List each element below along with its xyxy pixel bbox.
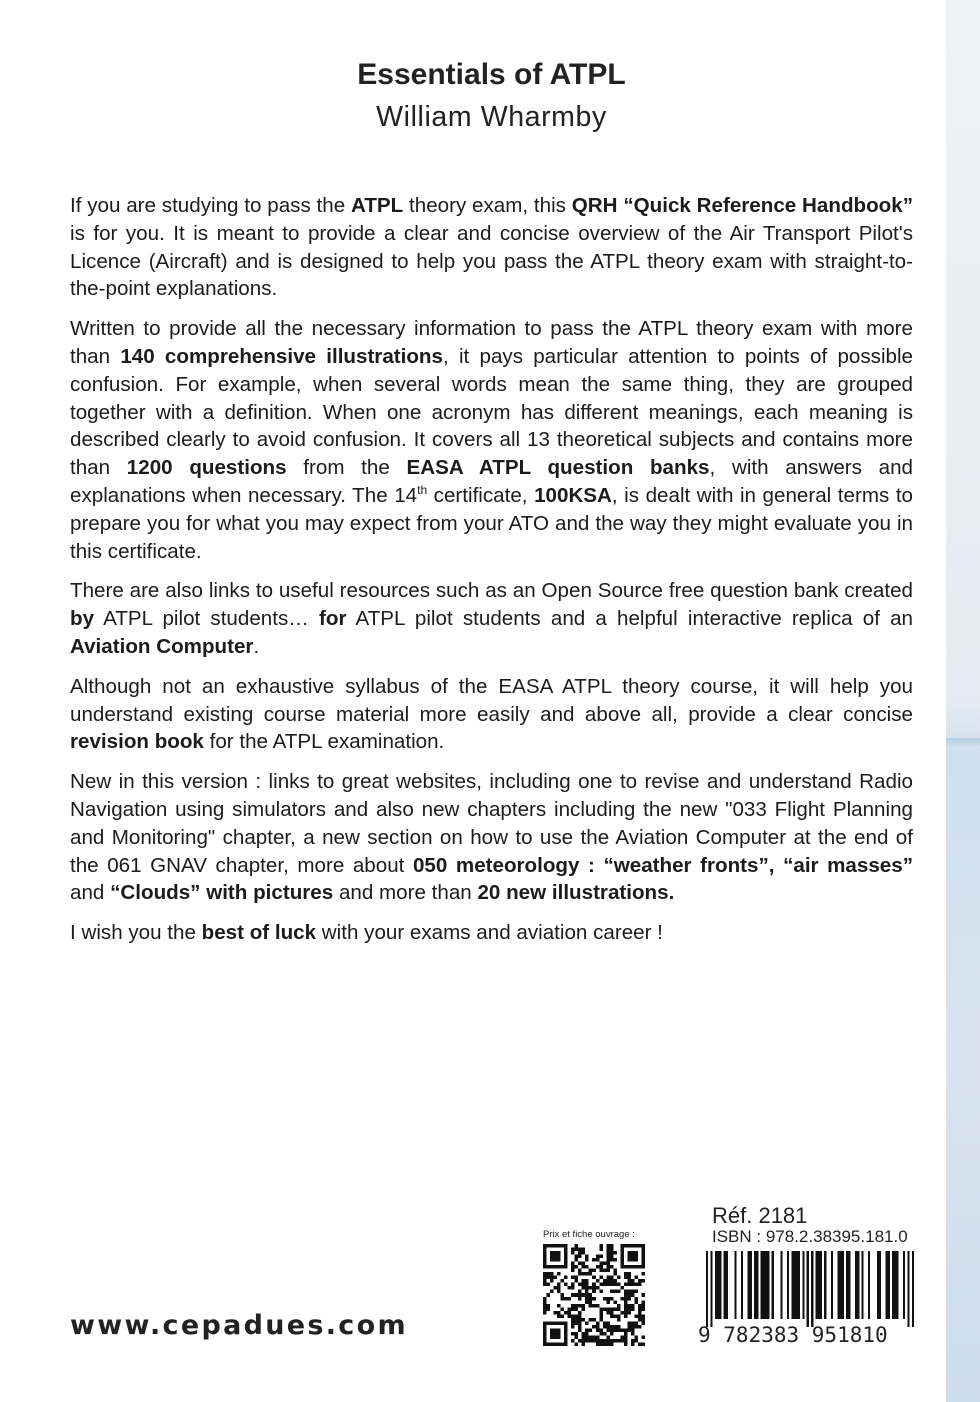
bold-text: revision book <box>70 730 204 754</box>
bold-text: “Clouds” with pictures <box>110 881 334 905</box>
text-run: , is dealt with in general terms to prepare you for what you may expect from your ATO and the way they might evaluate you in this certificate. <box>70 483 913 563</box>
text-run: If you are studying to pass the <box>70 194 351 217</box>
bold-text: for <box>319 607 347 631</box>
bold-text: 100KSA <box>534 483 612 507</box>
text-run: theory exam, this <box>403 194 572 217</box>
bold-text: 140 comprehensive illustrations <box>120 344 443 368</box>
bold-text: ATPL <box>350 194 404 217</box>
bold-text: 20 new illustrations. <box>477 881 675 905</box>
text-run: New in this version : links to great websites, including one to revise and understand Radio Navigation using simulators and also new chapters including the new "033 Flight Planning and Monitoring" chapter, a new section on how to use the Aviation Computer at the end of the 061 GNAV chapter, more about <box>70 770 913 877</box>
isbn-number: ISBN : 978.2.38395.181.0 <box>712 1227 908 1246</box>
text-run: Written to provide all the necessary information to pass the ATPL theory exam with more than <box>70 317 913 368</box>
cover-spine-strip <box>946 0 980 1402</box>
text-run: ATPL pilot students and a helpful interactive replica of an <box>346 607 913 631</box>
reference-number: Réf. 2181 <box>712 1203 808 1228</box>
text-run: and more than <box>333 881 478 905</box>
bold-text: by <box>70 607 95 631</box>
text-run: with your exams and aviation career ! <box>316 921 663 945</box>
blurb-paragraph <box>70 919 913 947</box>
blurb-paragraph <box>70 315 913 565</box>
bold-text: best of luck <box>201 921 317 945</box>
text-run: is for you. It is meant to provide a clear and concise overview of the Air Transport Pilot's Licence (Aircraft) and is designed to help you pass the ATPL theory exam with straight-to-the-point explanations. <box>70 221 913 301</box>
barcode-icon <box>706 1251 914 1327</box>
qr-code-icon <box>543 1244 645 1346</box>
cover-spine-band <box>946 738 980 748</box>
blurb-paragraph <box>70 577 913 660</box>
blurb-paragraph <box>70 673 913 756</box>
qr-caption: Prix et fiche ouvrage : <box>543 1229 635 1240</box>
text-run: . <box>253 634 260 658</box>
superscript-text: th <box>417 483 428 498</box>
barcode-digits: 9 782383 951810 <box>698 1323 888 1347</box>
text-run: There are also links to useful resources such as an Open Source free question bank created <box>70 579 913 603</box>
text-run: Although not an exhaustive syllabus of the EASA ATPL theory course, it will help you understand existing course material more easily and above all, provide a clear concise <box>70 674 913 726</box>
text-run: , with answers and explanations when necessary. The 14 <box>70 456 914 507</box>
bold-text: 050 meteorology : “weather fronts”, “air masses” <box>412 853 913 877</box>
text-run: ATPL pilot students… <box>94 607 320 631</box>
bold-text: QRH “Quick Reference Handbook” <box>571 194 914 217</box>
bold-text: 1200 questions <box>126 456 287 480</box>
blurb-text <box>70 192 913 959</box>
blurb-paragraph <box>70 768 913 907</box>
blurb-paragraph <box>70 192 913 303</box>
book-title: Essentials of ATPL <box>357 58 626 91</box>
publisher-website: www.cepadues.com <box>70 1310 408 1341</box>
text-run: , it pays particular attention to points of possible confusion. For example, when several words mean the same thing, they are grouped together with a definition. When one acronym has different meanings, each meaning is described clearly to avoid confusion. It covers all 13 theoretical subjects and contains more than <box>70 344 913 480</box>
text-run: certificate, <box>427 483 535 507</box>
book-author: William Wharmby <box>376 101 607 133</box>
text-run: for the ATPL examination. <box>203 730 445 754</box>
text-run: from the <box>286 456 407 480</box>
text-run: and <box>70 881 111 905</box>
bold-text: Aviation Computer <box>70 634 254 658</box>
bold-text: EASA ATPL question banks <box>406 456 710 480</box>
text-run: I wish you the <box>70 921 202 945</box>
